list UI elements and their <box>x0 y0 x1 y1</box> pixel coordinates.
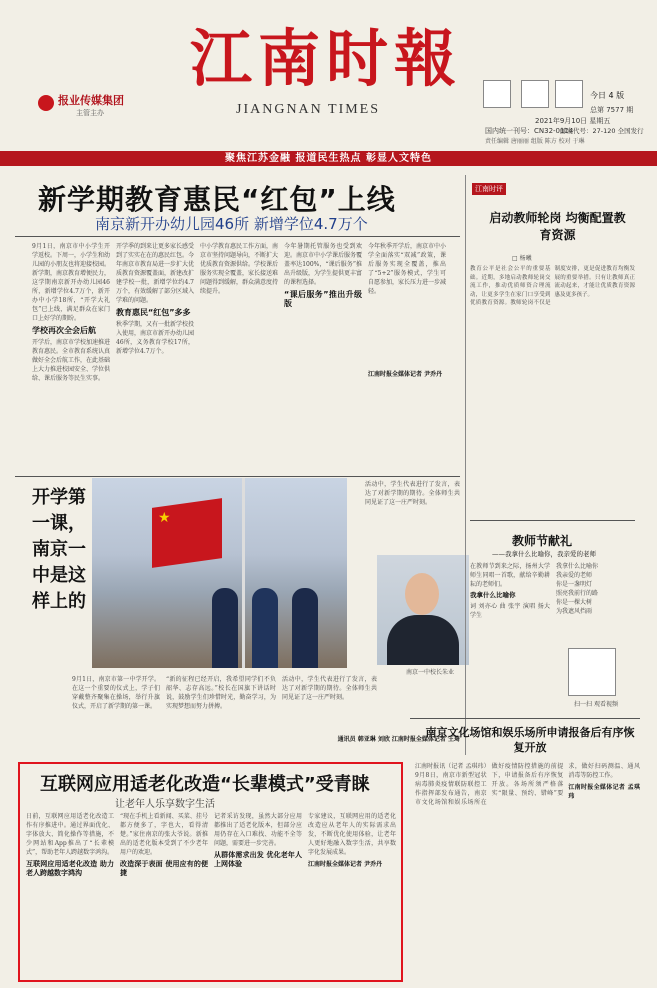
venues-byline: 江南时报全媒体记者 孟琪玮 <box>568 784 640 800</box>
lead-col-4-text: 今年暑期托管服务也受到欢迎。南京市中小学课后服务覆盖率达100%，“课后服务”推出升级版，为学生提供更丰富的课程选择。 <box>284 243 362 286</box>
divider <box>15 476 460 477</box>
group-name-text: 报业传媒集团 <box>58 94 124 107</box>
commentary-body <box>470 265 635 515</box>
teachers-day-subhead: ——我拿什么比喻你，我亲爱的老师 <box>492 550 596 558</box>
portrait-suit <box>387 615 459 665</box>
second-col-b-text: “新的征程已经开启，我希望同学们不负韶华、志存高远。”校长在国旗下讲话时说，鼓励学生们珍惜时光，勤奋学习，为实现梦想而努力拼搏。 <box>166 676 276 710</box>
video-qr-code[interactable] <box>568 648 616 696</box>
group-name <box>58 92 124 118</box>
lead-byline: 江南时报全媒体记者 尹乔丹 <box>368 371 443 378</box>
portrait-face <box>405 573 439 615</box>
second-col-a-text: 9月1日，南京市第一中学开学。在这一个重要的仪式上，学子们穿戴整齐聚集在操场，举行升旗仪式，开启了新学期的第一课。 <box>72 676 160 710</box>
poem-lines <box>556 562 636 642</box>
poem-title: 我拿什么比喻你 <box>470 591 516 599</box>
lead-col-4 <box>284 242 362 472</box>
portrait-caption: 南京一中校长朱业 <box>405 669 454 676</box>
commentary-author: □ 杨曦 <box>512 255 532 262</box>
cn-code: 国内统一刊号：CN32-0114 <box>485 127 574 135</box>
venues-headline <box>425 725 635 755</box>
commentary-label: 江南时评 <box>472 183 506 195</box>
column-divider <box>465 175 466 755</box>
edition-count: 今日 4 版 <box>590 91 625 100</box>
post-code: 邮发代号：27-120 全国发行 <box>560 127 644 135</box>
divider <box>410 718 640 719</box>
lead-subhead-2: 教育惠民“红包”多多 <box>116 308 191 317</box>
flag <box>152 498 222 568</box>
poem-line: 为我遮风挡雨 <box>556 608 593 615</box>
feature-col-3-text: 记者采访发现，虽然大部分应用都推出了适老化版本，但部分应用仍存在入口难找、功能不全等问题，需要进一步完善。 <box>214 813 302 847</box>
feature-subhead-1: 互联网应用适老化改造 助力老人跨越数字鸿沟 <box>26 860 114 877</box>
flag-raising-photo <box>92 478 347 668</box>
lead-col-3 <box>200 242 278 472</box>
lead-col-5 <box>368 242 446 362</box>
person-figure <box>292 588 318 668</box>
song-credits: 词 刘亦心 曲 张宇 演唱 扬大学生 <box>470 603 550 619</box>
lead-col-1 <box>32 242 110 472</box>
flag-star-icon: ★ <box>158 510 171 526</box>
venues-headline-text: 南京文化场馆和娱乐场所申请报备后有序恢复开放 <box>425 726 635 754</box>
issue-number: 总第 7577 期 <box>590 106 634 114</box>
lead-headline: 新学期教育惠民“红包”上线 <box>38 183 396 216</box>
qr-code-1[interactable] <box>483 80 511 108</box>
lead-col-1b-text: 开学后，南京市学校加速推进教育惠民。全市教育系统认真做好全会后航工作，在此基础上大力推进校园安全、学位供给、课后服务等民生实事。 <box>32 339 110 382</box>
feature-col-2 <box>120 812 208 977</box>
second-col-intro <box>365 480 460 550</box>
feature-subhead: 让老年人乐享数字生活 <box>115 799 215 810</box>
lead-col-1-text: 9月1日，南京市中小学生开学返校。下周一，小学生和幼儿园的小朋友也将迎接校园。新学期，南京教育增便民力，这学期南京新开办幼儿园46所，新增学位4.7万个，新开办中小学18所，“开学大礼包”已上线，满足群众在家门口上好学的期盼。 <box>32 243 110 322</box>
issue-date: 2021年9月10日 星期五 <box>535 117 611 125</box>
flag-pole <box>242 478 245 668</box>
divider <box>470 520 635 521</box>
venues-body-text: 江南时报讯（记者 孟琪玮）9月8日，南京市新型冠状病毒肺炎疫情联防联控工作指挥部发布通告，南京市文化场馆和娱乐场所在做好疫情防控措施的前提下，申请报备后有序恢复开放。各场所须严格落实“限量、预约、错峰”要求，做好扫码测温、通风消毒等防控工作。 <box>415 763 640 806</box>
second-col-intro-text: 活动中，学生代表进行了发言，表达了对新学期的期待。全体师生共同见证了这一庄严时刻。 <box>365 481 460 506</box>
banner-slogan: 聚焦江苏金融 报道民生热点 彰显人文特色 <box>225 153 432 164</box>
feature-col-4-text: 专家建议，互联网应用的适老化改造应从老年人的实际需求出发，不断优化使用体验，让老年人更好地融入数字生活，共享数字化发展成果。 <box>308 813 396 856</box>
feature-col-1 <box>26 812 114 977</box>
second-col-c-text: 活动中，学生代表进行了发言，表达了对新学期的期待。全体师生共同见证了这一庄严时刻。 <box>282 676 377 701</box>
feature-col-2-text: “现在手机上看新闻、买菜、挂号都方便多了，字也大，看得清楚。”家住南京的张大爷说。新推出的适老化版本受到了不少老年用户的欢迎。 <box>120 813 208 856</box>
lead-col-2 <box>116 242 194 472</box>
commentary-headline <box>485 210 630 244</box>
feature-col-1-text: 日前，互联网应用适老化改造工作有序推进中。通过界面优化、字体放大、简化操作等措施，不少网站和App推出了“长辈模式”，帮助老年人跨越数字鸿沟。 <box>26 813 114 856</box>
qr-code-2[interactable] <box>521 80 549 108</box>
second-col-a <box>72 675 160 750</box>
lead-subhead: 南京新开办幼儿园46所 新增学位4.7万个 <box>95 215 368 233</box>
feature-col-3 <box>214 812 302 977</box>
lead-col-3-text: 中小学教育惠民工作方面，南京市坚持问题导向，不断扩大优质教育资源供给。学校课后服务实现全覆盖，家长接送难问题得到缓解，群众满意度持续提升。 <box>200 243 278 295</box>
qr-code-3[interactable] <box>555 80 583 108</box>
second-col-b <box>166 675 276 750</box>
masthead-title-en: JIANGNAN TIMES <box>236 102 381 117</box>
poem-line: 我拿什么比喻你 <box>556 563 599 570</box>
lead-subhead-1: 学校再次全会后航 <box>32 326 96 335</box>
second-vertical-headline: 开学第一课，南京一中是这样上的 <box>32 487 86 612</box>
masthead-title: 江南时報 <box>190 22 463 95</box>
second-byline: 通讯员 韩亚琳 刘欣 江南时报全媒体记者 王琦 <box>337 736 460 743</box>
teachers-day-body-text: 在教师节到来之际，扬州大学师生同唱一首歌，献给辛勤耕耘的老师们。 <box>470 563 550 588</box>
lead-col-2-text: 开学季的到来让更多家长感受到了实实在在的惠民红包。今年南京市教育局进一步扩大优质教育资源覆盖面，新建改扩建学校一批，新增学位约4.7万个，有效缓解了部分区域入学难的问题。 <box>116 243 194 304</box>
group-logo <box>38 95 54 111</box>
poem-line: 你是一棵大树 <box>556 599 593 606</box>
teachers-day-headline: 教师节献礼 <box>512 534 573 548</box>
divider <box>15 236 460 237</box>
person-figure <box>212 588 238 668</box>
lead-subhead-3: “课后服务”推出升级版 <box>284 290 362 308</box>
second-col-c <box>282 675 377 735</box>
qr-caption: 扫一扫 观看视频 <box>574 701 618 708</box>
commentary-headline-text: 启动教师轮岗 均衡配置教育资源 <box>489 211 626 242</box>
feature-subhead-3: 从群体需求出发 优化老年人上网体验 <box>214 851 302 868</box>
principal-portrait <box>377 555 469 665</box>
poem-line: 我亲爱的老师 <box>556 572 593 579</box>
lead-col-5-text: 今年秋季开学后，南京市中小学全面落实“双减”政策，课后服务实现全覆盖，推出了“5+2”服务模式，学生可自愿参加，家长压力进一步减轻。 <box>368 243 446 295</box>
feature-col-4 <box>308 812 396 977</box>
feature-subhead-2: 改造深于表面 使用应有的便捷 <box>120 860 208 877</box>
group-sub: 主管主办 <box>76 109 104 117</box>
lead-col-2b-text: 秋季学期，又有一批新学校投入使用，南京市新开办幼儿园46所，义务教育学校17所，新增学位4.7万个。 <box>116 321 194 355</box>
feature-byline: 江南时报全媒体记者 尹乔丹 <box>308 861 383 868</box>
teachers-day-body <box>470 562 550 672</box>
poem-line: 照亮我前行的路 <box>556 590 599 597</box>
commentary-body-text: 教育公平是社会公平的重要基础。近期，多地启动教师轮岗交流工作，推动优质师资合理流动，让更多学生在家门口享受到优质教育资源。教师轮岗不仅是制度安排，更是促进教育均衡发展的重要举措。只有让教师真正流动起来，才能让优质教育资源惠及更多孩子。 <box>470 266 635 306</box>
editors-line: 责任编辑 唐丽丽 组版 陈方 校对 于琳 <box>485 138 585 145</box>
person-figure <box>252 588 278 668</box>
venues-body <box>415 762 640 977</box>
feature-headline: 互联网应用适老化改造“长辈模式”受青睐 <box>40 774 370 795</box>
poem-line: 你是一盏明灯 <box>556 581 593 588</box>
